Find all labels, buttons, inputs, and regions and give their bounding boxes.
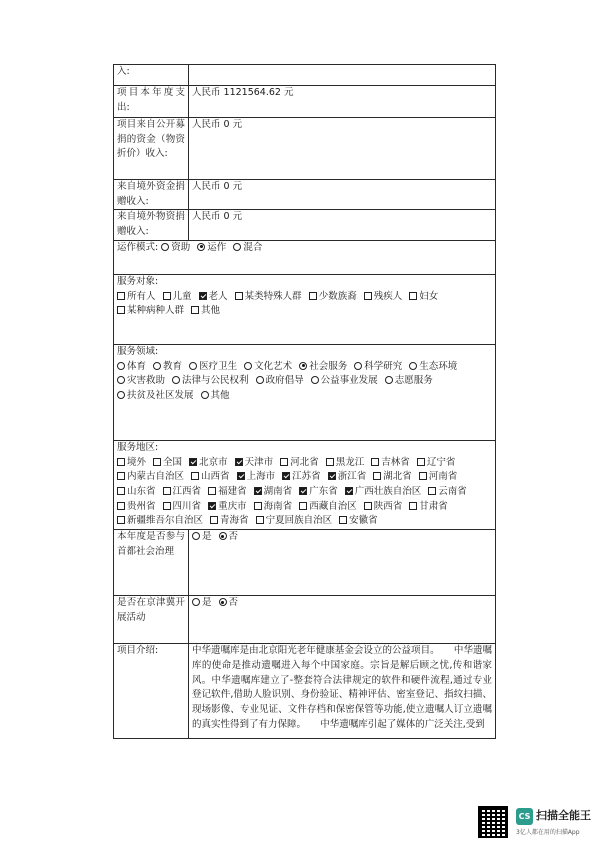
targets-option[interactable] [364,291,403,302]
checkbox-icon[interactable] [326,458,334,466]
checkbox-icon[interactable] [371,458,379,466]
regions-option-label: 福建省 [218,486,247,498]
regions-option-label: 云南省 [438,486,467,498]
radio-icon[interactable] [189,362,197,370]
jjj-option[interactable] [219,597,239,608]
checkbox-icon[interactable] [345,487,353,495]
checkbox-icon[interactable] [189,458,197,466]
row-project-intro [114,644,496,739]
row-jjj-activity [114,596,496,644]
row-income-tail [114,65,496,86]
fields-option-label: 公益事业发展 [320,375,378,387]
public-fund-label: 项目来自公开募捐的资金（物资折价）收入: [114,118,189,180]
checkbox-icon[interactable] [191,306,199,314]
checkbox-icon[interactable] [256,516,264,524]
fields-option-label: 教育 [163,360,183,372]
mode-option[interactable] [161,242,190,253]
fields-option[interactable] [311,375,378,386]
capital_gov-option[interactable] [219,531,239,542]
checkbox-icon[interactable] [235,458,243,466]
regions-option[interactable] [417,457,456,468]
mode-option-label: 资助 [171,241,191,253]
fields-option-label: 其他 [210,390,230,402]
radio-icon[interactable] [244,362,252,370]
radio-icon[interactable] [354,362,362,370]
fields-option[interactable] [172,375,249,386]
row-expenditure [114,86,496,118]
service-targets-cell [114,274,496,344]
regions-option-label: 安徽省 [349,515,378,527]
capital_gov-option-label: 是 [202,531,212,543]
income-tail-label: 入: [114,65,189,86]
fields-option-label: 科学研究 [364,360,403,372]
radio-icon[interactable] [192,532,200,540]
regions-option[interactable] [299,486,338,497]
fields-option[interactable] [244,361,292,372]
regions-option-label: 重庆市 [218,500,247,512]
regions-option-label: 上海市 [246,471,276,483]
overseas-fund-value: 人民币 0 元 [189,180,496,210]
targets-option-label: 老人 [208,290,228,302]
regions-option[interactable] [299,501,357,512]
checkbox-icon[interactable] [117,306,125,314]
row-public-fund [114,118,496,180]
jjj-option[interactable] [192,597,212,608]
regions-option[interactable] [428,486,467,497]
scanner-watermark [478,806,593,842]
fields-option[interactable] [189,361,237,372]
camscanner-logo: CS [516,808,533,825]
checkbox-icon[interactable] [428,487,436,495]
checkbox-icon[interactable] [364,502,372,510]
row-capital-governance [114,530,496,596]
regions-option[interactable] [189,457,228,468]
checkbox-icon[interactable] [373,472,381,480]
income-tail-value [189,65,496,86]
targets-option[interactable] [409,291,438,302]
checkbox-icon[interactable] [280,458,288,466]
checkbox-icon[interactable] [117,472,125,480]
checkbox-icon[interactable] [235,292,243,300]
regions-option-label: 新疆维吾尔自治区 [127,515,204,527]
fields-option[interactable] [409,361,457,372]
fields-option-label: 志愿服务 [394,375,433,387]
radio-icon[interactable] [256,376,264,384]
jjj-option-label: 是 [202,597,212,609]
regions-option[interactable] [117,471,184,482]
checkbox-icon[interactable] [254,502,262,510]
radio-icon[interactable] [192,598,200,606]
checkbox-icon[interactable] [419,472,427,480]
checkbox-icon[interactable] [117,516,125,524]
radio-icon[interactable] [172,376,180,384]
overseas-fund-label: 来自境外资金捐赠收入: [114,180,189,210]
fields-option-label: 政府倡导 [265,375,304,387]
regions-option-label: 天津市 [244,456,274,468]
checkbox-icon[interactable] [364,292,372,300]
fields-option-label: 扶贫及社区发展 [127,390,194,402]
jjj-option-label: 否 [228,597,239,609]
regions-option-label: 贵州省 [127,500,156,512]
checkbox-icon[interactable] [409,502,417,510]
checkbox-icon[interactable] [237,472,245,480]
expenditure-value: 人民币 1121564.62 元 [189,86,496,118]
regions-option[interactable] [339,515,378,526]
regions-option-label: 广西壮族自治区 [354,486,422,498]
targets-option[interactable] [199,291,228,302]
fields-option[interactable] [153,361,182,372]
row-service-fields [114,344,496,440]
fields-option-label: 灾害救助 [127,375,166,387]
checkbox-icon[interactable] [163,502,171,510]
service-regions-label: 服务地区: [117,441,159,453]
checkbox-icon[interactable] [282,472,290,480]
row-service-targets [114,274,496,344]
regions-option-label: 山东省 [127,486,156,498]
radio-icon[interactable] [117,362,125,370]
targets-option[interactable] [235,291,302,302]
checkbox-icon[interactable] [117,502,125,510]
targets-option-label: 少数族裔 [318,290,357,302]
regions-option-label: 宁夏回族自治区 [265,515,333,527]
radio-icon[interactable] [385,376,393,384]
targets-option[interactable] [191,305,220,316]
fields-option-label: 生态环境 [419,360,458,372]
radio-icon[interactable] [219,532,227,540]
regions-option[interactable] [208,486,247,497]
regions-option[interactable] [256,515,333,526]
radio-icon[interactable] [233,243,241,251]
targets-option[interactable] [117,291,156,302]
targets-option-label: 儿童 [172,290,192,302]
regions-option-label: 北京市 [199,456,228,468]
regions-option[interactable] [163,501,202,512]
scanner-app-name: 扫描全能王 [536,809,591,822]
scanner-tagline: 3亿人都在用的扫描App [516,829,580,836]
regions-option[interactable] [117,486,156,497]
capital_gov-option-label: 否 [228,531,239,543]
checkbox-icon[interactable] [163,487,171,495]
regions-option[interactable] [210,515,249,526]
project-intro-label: 项目介绍: [114,644,189,739]
mode-option-label: 混合 [243,241,263,253]
regions-option-label: 吉林省 [381,456,410,468]
regions-option-label: 江西省 [172,486,202,498]
checkbox-icon[interactable] [117,292,125,300]
targets-option-label: 残疾人 [373,290,403,302]
fields-option[interactable] [201,390,230,401]
regions-option-label: 境外 [127,456,147,468]
checkbox-icon[interactable] [309,292,317,300]
fields-option[interactable] [354,361,402,372]
regions-option-label: 湖南省 [263,486,293,498]
radio-icon[interactable] [117,391,125,399]
regions-option[interactable] [254,501,293,512]
regions-option[interactable] [153,457,182,468]
checkbox-icon[interactable] [409,292,417,300]
service-targets-options [117,290,492,319]
capital-governance-label: 本年度是否参与首都社会治理 [114,530,189,596]
mode-option[interactable] [233,242,262,253]
regions-option[interactable] [328,471,367,482]
regions-option-label: 陕西省 [373,500,403,512]
regions-option[interactable] [409,501,448,512]
regions-option[interactable] [163,486,202,497]
checkbox-icon[interactable] [163,292,171,300]
regions-option[interactable] [117,457,146,468]
regions-option[interactable] [254,486,293,497]
capital-governance-value [189,530,496,596]
targets-option-label: 某类特殊人群 [244,290,302,302]
public-fund-value: 人民币 0 元 [189,118,496,180]
regions-option[interactable] [208,501,247,512]
jjj-activity-label: 是否在京津冀开展活动 [114,596,189,644]
row-operation-mode [114,240,496,274]
capital_gov-option[interactable] [192,531,212,542]
radio-icon[interactable] [153,362,161,370]
regions-option-label: 山西省 [201,471,230,483]
fields-option[interactable] [385,375,433,386]
targets-option[interactable] [309,291,357,302]
regions-option[interactable] [419,471,458,482]
targets-option[interactable] [163,291,192,302]
regions-option-label: 辽宁省 [426,456,456,468]
checkbox-icon[interactable] [153,458,161,466]
checkbox-icon[interactable] [328,472,336,480]
targets-option-label: 妇女 [419,290,439,302]
fields-option-label: 医疗卫生 [199,360,238,372]
checkbox-icon[interactable] [339,516,347,524]
radio-icon[interactable] [161,243,169,251]
checkbox-icon[interactable] [417,458,425,466]
checkbox-icon[interactable] [117,487,125,495]
fields-option[interactable] [117,390,194,401]
operation-mode-cell [114,240,496,274]
project-info-table [113,64,496,739]
regions-option-label: 广东省 [309,486,338,498]
checkbox-icon[interactable] [191,472,199,480]
expenditure-label: 项目本年度支出: [114,86,189,118]
project-intro-text: 中华遗嘱库是由北京阳光老年健康基金会设立的公益项目。 中华遗嘱库的使命是推动遗嘱进入每个中国家庭。宗旨是解后顾之忧,传和谐家风。中华遗嘱库建立了-整套符合法律规定的软件和硬件流程,通过专业登记软件,借助人脸识别、身份验证、精神评估、密室登记、指纹扫描、现场影像、专业见证、文件存档和保密保管等功能,使立遗嘱人订立遗嘱的真实性得到了有力保障。 中华遗嘱库引起了媒体的广泛关注,受到 [189,644,496,739]
service-regions-options [117,456,492,530]
checkbox-icon[interactable] [254,487,262,495]
regions-option-label: 湖北省 [383,471,412,483]
radio-icon[interactable] [117,376,125,384]
regions-option[interactable] [117,515,203,526]
checkbox-icon[interactable] [210,516,218,524]
row-overseas-goods [114,210,496,240]
fields-option-label: 文化艺术 [254,360,293,372]
regions-option-label: 江苏省 [292,471,321,483]
fields-option[interactable] [299,361,347,372]
regions-option[interactable] [326,457,365,468]
checkbox-icon[interactable] [299,487,307,495]
regions-option-label: 全国 [163,456,183,468]
regions-option-label: 海南省 [263,500,293,512]
regions-option[interactable] [373,471,412,482]
regions-option-label: 河南省 [428,471,458,483]
mode-option-label: 运作 [207,241,227,253]
regions-option-label: 西藏自治区 [309,500,357,512]
checkbox-icon[interactable] [299,502,307,510]
checkbox-icon[interactable] [208,502,216,510]
row-service-regions [114,440,496,529]
fields-option-label: 体育 [127,360,147,372]
qr-code-icon [478,806,508,838]
radio-icon[interactable] [197,243,205,251]
fields-option[interactable] [117,375,165,386]
regions-option[interactable] [191,471,230,482]
regions-option[interactable] [371,457,410,468]
service-targets-label: 服务对象: [117,275,159,287]
radio-icon[interactable] [299,362,307,370]
mode-option[interactable] [197,242,226,253]
targets-option[interactable] [117,305,184,316]
regions-option-label: 内蒙古自治区 [127,471,185,483]
regions-option[interactable] [345,486,422,497]
overseas-goods-value: 人民币 0 元 [189,210,496,240]
targets-option-label: 其他 [201,305,221,317]
service-fields-label: 服务领域: [117,345,159,357]
regions-option[interactable] [237,471,276,482]
fields-option-label: 社会服务 [309,360,348,372]
service-regions-cell [114,440,496,529]
jjj-activity-options [192,597,242,608]
checkbox-icon[interactable] [117,458,125,466]
operation-mode-label: 运作模式: [117,241,159,253]
operation-mode-options [161,242,266,253]
overseas-goods-label: 来自境外物资捐赠收入: [114,210,189,240]
regions-option[interactable] [282,471,321,482]
regions-option[interactable] [280,457,319,468]
regions-option-label: 黑龙江 [335,456,365,468]
regions-option-label: 河北省 [290,456,319,468]
service-fields-options [117,360,492,404]
fields-option[interactable] [117,361,146,372]
regions-option-label: 浙江省 [337,471,367,483]
regions-option-label: 青海省 [220,515,249,527]
targets-option-label: 所有人 [127,290,156,302]
fields-option[interactable] [256,375,304,386]
radio-icon[interactable] [409,362,417,370]
jjj-activity-value [189,596,496,644]
radio-icon[interactable] [311,376,319,384]
regions-option[interactable] [235,457,274,468]
regions-option-label: 四川省 [172,500,202,512]
regions-option[interactable] [364,501,403,512]
radio-icon[interactable] [201,391,209,399]
regions-option-label: 甘肃省 [419,500,448,512]
checkbox-icon[interactable] [199,292,207,300]
regions-option[interactable] [117,501,156,512]
checkbox-icon[interactable] [208,487,216,495]
capital-governance-options [192,531,242,542]
targets-option-label: 某种病种人群 [127,305,185,317]
service-fields-cell [114,344,496,440]
radio-icon[interactable] [219,598,227,606]
fields-option-label: 法律与公民权利 [182,375,249,387]
row-overseas-fund [114,180,496,210]
